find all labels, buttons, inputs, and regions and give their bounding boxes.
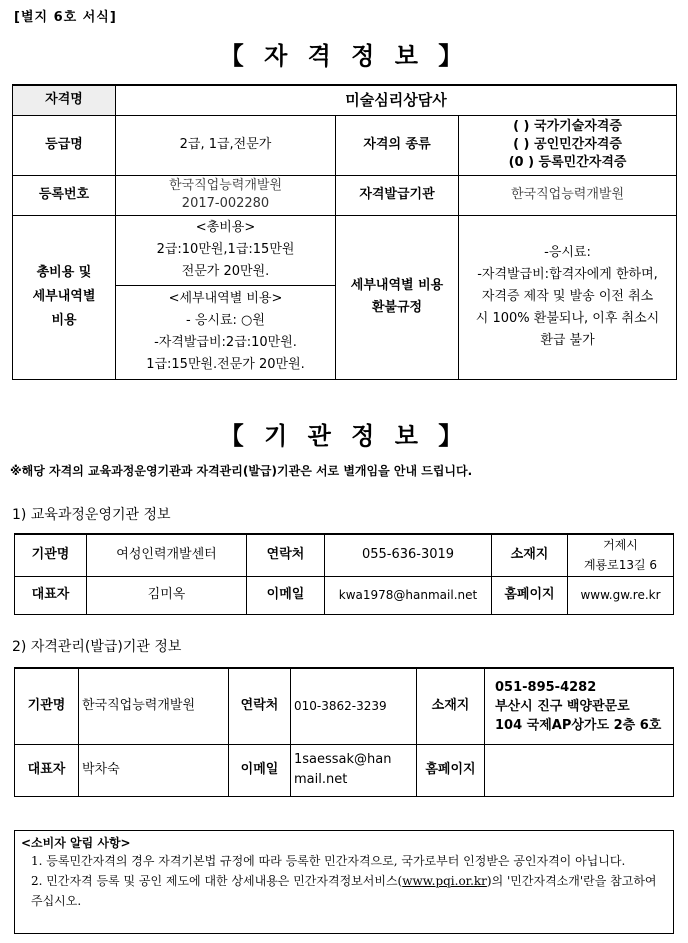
edu-org-value: 여성인력개발센터	[87, 534, 247, 576]
edu-home-value: www.gw.re.kr	[568, 576, 674, 614]
edu-addr-value: 거제시 계룡로13길 6	[568, 534, 674, 576]
grade-value: 2급, 1급,전문가	[116, 115, 336, 175]
reg-number-code: 2017-002280	[181, 196, 270, 211]
qual-type-label: 자격의 종류	[336, 115, 459, 175]
mgmt-org-value: 한국직업능력개발원	[79, 668, 229, 744]
refund-label: 세부내역별 비용 환불규정	[336, 215, 459, 379]
qual-name-label: 자격명	[13, 85, 116, 115]
qualification-table	[12, 84, 677, 380]
mgmt-addr-label: 소재지	[417, 668, 485, 744]
edu-contact-value: 055-636-3019	[325, 534, 492, 576]
mgmt-rep-label: 대표자	[15, 744, 79, 796]
qualification-info-title: 【 자 격 정 보 】	[219, 42, 469, 70]
edu-org-table	[14, 533, 674, 615]
reg-number-org: 한국직업능력개발원	[168, 178, 283, 193]
mgmt-rep-value: 박차숙	[79, 744, 229, 796]
org-info-title: 【 기 관 정 보 】	[219, 422, 469, 450]
type-option-registered: (0 ) 등록민간자격증	[508, 155, 627, 170]
mgmt-section-title: 2) 자격관리(발급)기관 정보	[12, 639, 182, 655]
consumer-notice-item-2: 2. 민간자격 등록 및 공인 제도에 대한 상세내용은 민간자격정보서비스(www.pqi.or.kr)의 '민간자격소개'란을 참고하여 주십시오.	[31, 874, 657, 908]
issuer-label: 자격발급기관	[336, 175, 459, 215]
edu-email-label: 이메일	[247, 576, 325, 614]
mgmt-org-table	[14, 667, 674, 797]
qual-name-value: 미술심리상담사	[116, 85, 677, 115]
type-option-national: ( ) 국가기술자격증	[513, 119, 622, 134]
edu-org-label: 기관명	[15, 534, 87, 576]
edu-section-title: 1) 교육과정운영기관 정보	[12, 507, 171, 523]
edu-email-value: kwa1978@hanmail.net	[325, 576, 492, 614]
mgmt-addr-value: 051-895-4282 부산시 진구 백양관문로 104 국제AP상가도 2층 6호	[485, 668, 674, 744]
mgmt-email-value: 1saessak@han mail.net	[291, 744, 417, 796]
separation-notice: ※해당 자격의 교육과정운영기관과 자격관리(발급)기관은 서로 별개임을 안내 드립니다.	[10, 464, 473, 478]
type-option-accredited: ( ) 공인민간자격증	[513, 137, 622, 152]
qual-type-options	[459, 115, 677, 175]
consumer-notice-heading: <소비자 알림 사항>	[21, 836, 131, 850]
mgmt-contact-label: 연락처	[229, 668, 291, 744]
mgmt-contact-value: 010-3862-3239	[291, 668, 417, 744]
mgmt-home-value	[485, 744, 674, 796]
consumer-notice-box	[14, 830, 674, 934]
issuer-value: 한국직업능력개발원	[459, 175, 677, 215]
grade-label: 등급명	[13, 115, 116, 175]
edu-rep-label: 대표자	[15, 576, 87, 614]
mgmt-org-label: 기관명	[15, 668, 79, 744]
edu-rep-value: 김미옥	[87, 576, 247, 614]
cost-label: 총비용 및 세부내역별 비용	[13, 215, 116, 379]
mgmt-email-label: 이메일	[229, 744, 291, 796]
refund-policy: -응시료: -자격발급비:합격자에게 한하며, 자격증 제작 및 발송 이전 취소 시 100% 환불되나, 이후 취소시 환급 불가	[459, 215, 677, 379]
mgmt-home-label: 홈페이지	[417, 744, 485, 796]
edu-contact-label: 연락처	[247, 534, 325, 576]
form-number: [별지 6호 서식]	[14, 10, 117, 25]
consumer-notice-item-1: 1. 등록민간자격의 경우 자격기본법 규정에 따라 등록한 민간자격으로, 국가로부터 인정받은 공인자격이 아닙니다.	[31, 854, 626, 868]
edu-home-label: 홈페이지	[492, 576, 568, 614]
edu-addr-label: 소재지	[492, 534, 568, 576]
reg-number-label: 등록번호	[13, 175, 116, 215]
reg-number-value	[116, 175, 336, 215]
total-cost: <총비용> 2급:10만원,1급:15만원 전문가 20만원.	[116, 215, 336, 285]
pqi-link[interactable]: www.pqi.or.kr	[402, 874, 487, 888]
detail-cost: <세부내역별 비용> - 응시료: ○원 -자격발급비:2급:10만원. 1급:15만원.전문가 20만원.	[116, 285, 336, 379]
